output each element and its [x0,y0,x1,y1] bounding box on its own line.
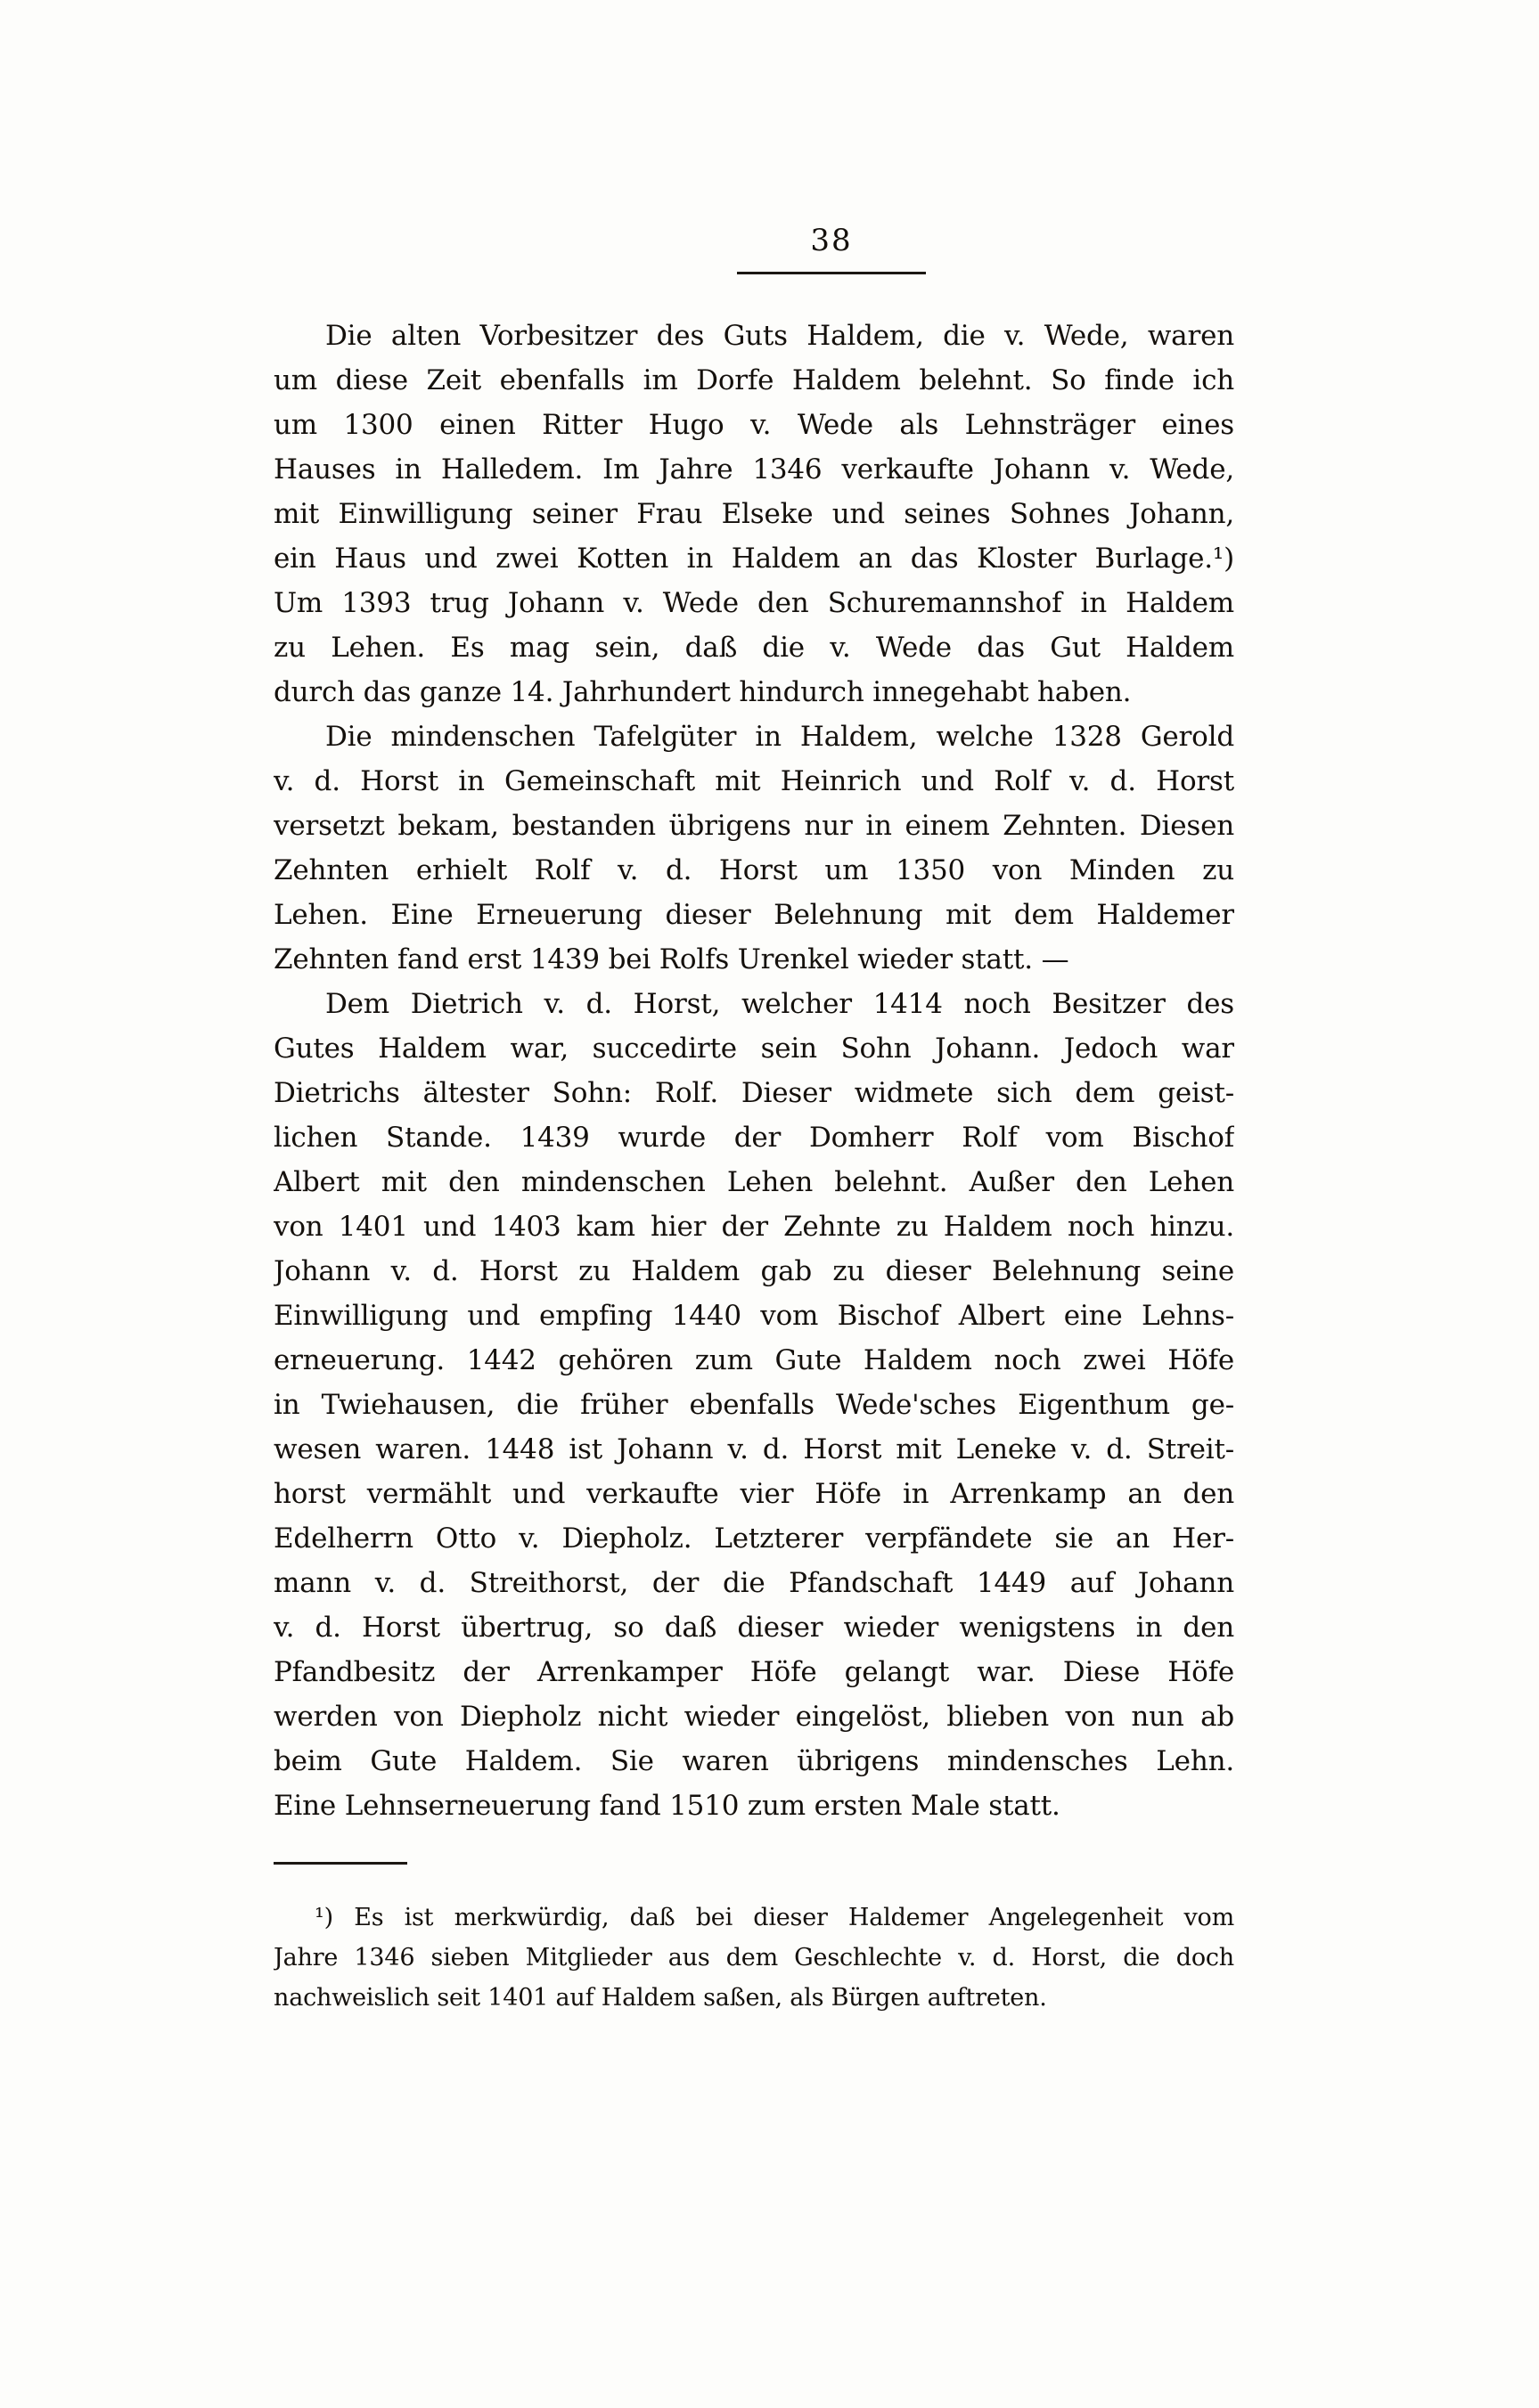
text-line: Um 1393 trug Johann v. Wede den Schuremannshof in Haldem [274,587,1234,619]
page-number: 38 [810,223,853,258]
text-line: Gutes Haldem war, succedirte sein Sohn Johann. Jedoch war [274,1033,1234,1065]
footnote-line: nachweislich seit 1401 auf Haldem saßen, als Bürgen auftreten. [274,1984,1047,2012]
text-line: v. d. Horst übertrug, so daß dieser wieder wenigstens in den [274,1612,1234,1644]
text-line: Die mindenschen Tafelgüter in Haldem, welche 1328 Gerold [325,721,1234,753]
text-line: in Twiehausen, die früher ebenfalls Wede'sches Eigenthum ge- [274,1389,1234,1421]
text-line: wesen waren. 1448 ist Johann v. d. Horst mit Leneke v. d. Streit- [274,1433,1234,1465]
text-line: horst vermählt und verkaufte vier Höfe in Arrenkamp an den [274,1478,1234,1510]
text-line: Dem Dietrich v. d. Horst, welcher 1414 noch Besitzer des [325,988,1234,1020]
text-line: Pfandbesitz der Arrenkamper Höfe gelangt war. Diese Höfe [274,1656,1234,1688]
text-line: Zehnten fand erst 1439 bei Rolfs Urenkel wieder statt. — [274,943,1069,975]
footnote-separator [274,1862,407,1865]
text-line: durch das ganze 14. Jahrhundert hindurch innegehabt haben. [274,676,1132,708]
page-number-rule [737,272,926,274]
text-line: Einwilligung und empfing 1440 vom Bischof Albert eine Lehns- [274,1300,1234,1332]
text-line: lichen Stande. 1439 wurde der Domherr Rolf vom Bischof [274,1122,1234,1154]
text-line: werden von Diepholz nicht wieder eingelöst, blieben von nun ab [274,1701,1234,1733]
text-line: zu Lehen. Es mag sein, daß die v. Wede das Gut Haldem [274,632,1234,664]
text-line: Zehnten erhielt Rolf v. d. Horst um 1350 von Minden zu [274,854,1234,886]
text-line: erneuerung. 1442 gehören zum Gute Haldem noch zwei Höfe [274,1344,1234,1376]
text-line: Albert mit den mindenschen Lehen belehnt. Außer den Lehen [274,1166,1234,1198]
footnote [274,1898,1234,2018]
main-text [274,314,1234,1828]
text-line: um diese Zeit ebenfalls im Dorfe Haldem belehnt. So finde ich [274,364,1234,396]
text-line: versetzt bekam, bestanden übrigens nur in einem Zehnten. Diesen [274,810,1234,842]
text-line: Edelherrn Otto v. Diepholz. Letzterer verpfändete sie an Her- [274,1522,1234,1555]
page-header [737,223,926,258]
text-line: Dietrichs ältester Sohn: Rolf. Dieser widmete sich dem geist- [274,1077,1234,1109]
text-line: von 1401 und 1403 kam hier der Zehnte zu Haldem noch hinzu. [274,1211,1234,1243]
text-line: Eine Lehnserneuerung fand 1510 zum ersten Male statt. [274,1790,1060,1822]
paragraph [274,314,1234,714]
text-line: Johann v. d. Horst zu Haldem gab zu dieser Belehnung seine [274,1255,1234,1287]
footnote-line: Jahre 1346 sieben Mitglieder aus dem Geschlechte v. d. Horst, die doch [274,1944,1234,1971]
paragraph [274,982,1234,1828]
footnote-line: ¹) Es ist merkwürdig, daß bei dieser Haldemer Angelegenheit vom [315,1904,1234,1931]
text-line: Die alten Vorbesitzer des Guts Haldem, die v. Wede, waren [325,320,1234,352]
text-line: ein Haus und zwei Kotten in Haldem an das Kloster Burlage.¹) [274,543,1234,575]
text-line: beim Gute Haldem. Sie waren übrigens mindensches Lehn. [274,1745,1234,1777]
text-line: v. d. Horst in Gemeinschaft mit Heinrich und Rolf v. d. Horst [274,765,1234,797]
text-line: um 1300 einen Ritter Hugo v. Wede als Lehnsträger eines [274,409,1234,441]
text-line: Hauses in Halledem. Im Jahre 1346 verkaufte Johann v. Wede, [274,453,1234,486]
paragraph [274,714,1234,982]
text-line: mann v. d. Streithorst, der die Pfandschaft 1449 auf Johann [274,1567,1234,1599]
text-line: mit Einwilligung seiner Frau Elseke und seines Sohnes Johann, [274,498,1234,530]
text-line: Lehen. Eine Erneuerung dieser Belehnung mit dem Haldemer [274,899,1234,931]
